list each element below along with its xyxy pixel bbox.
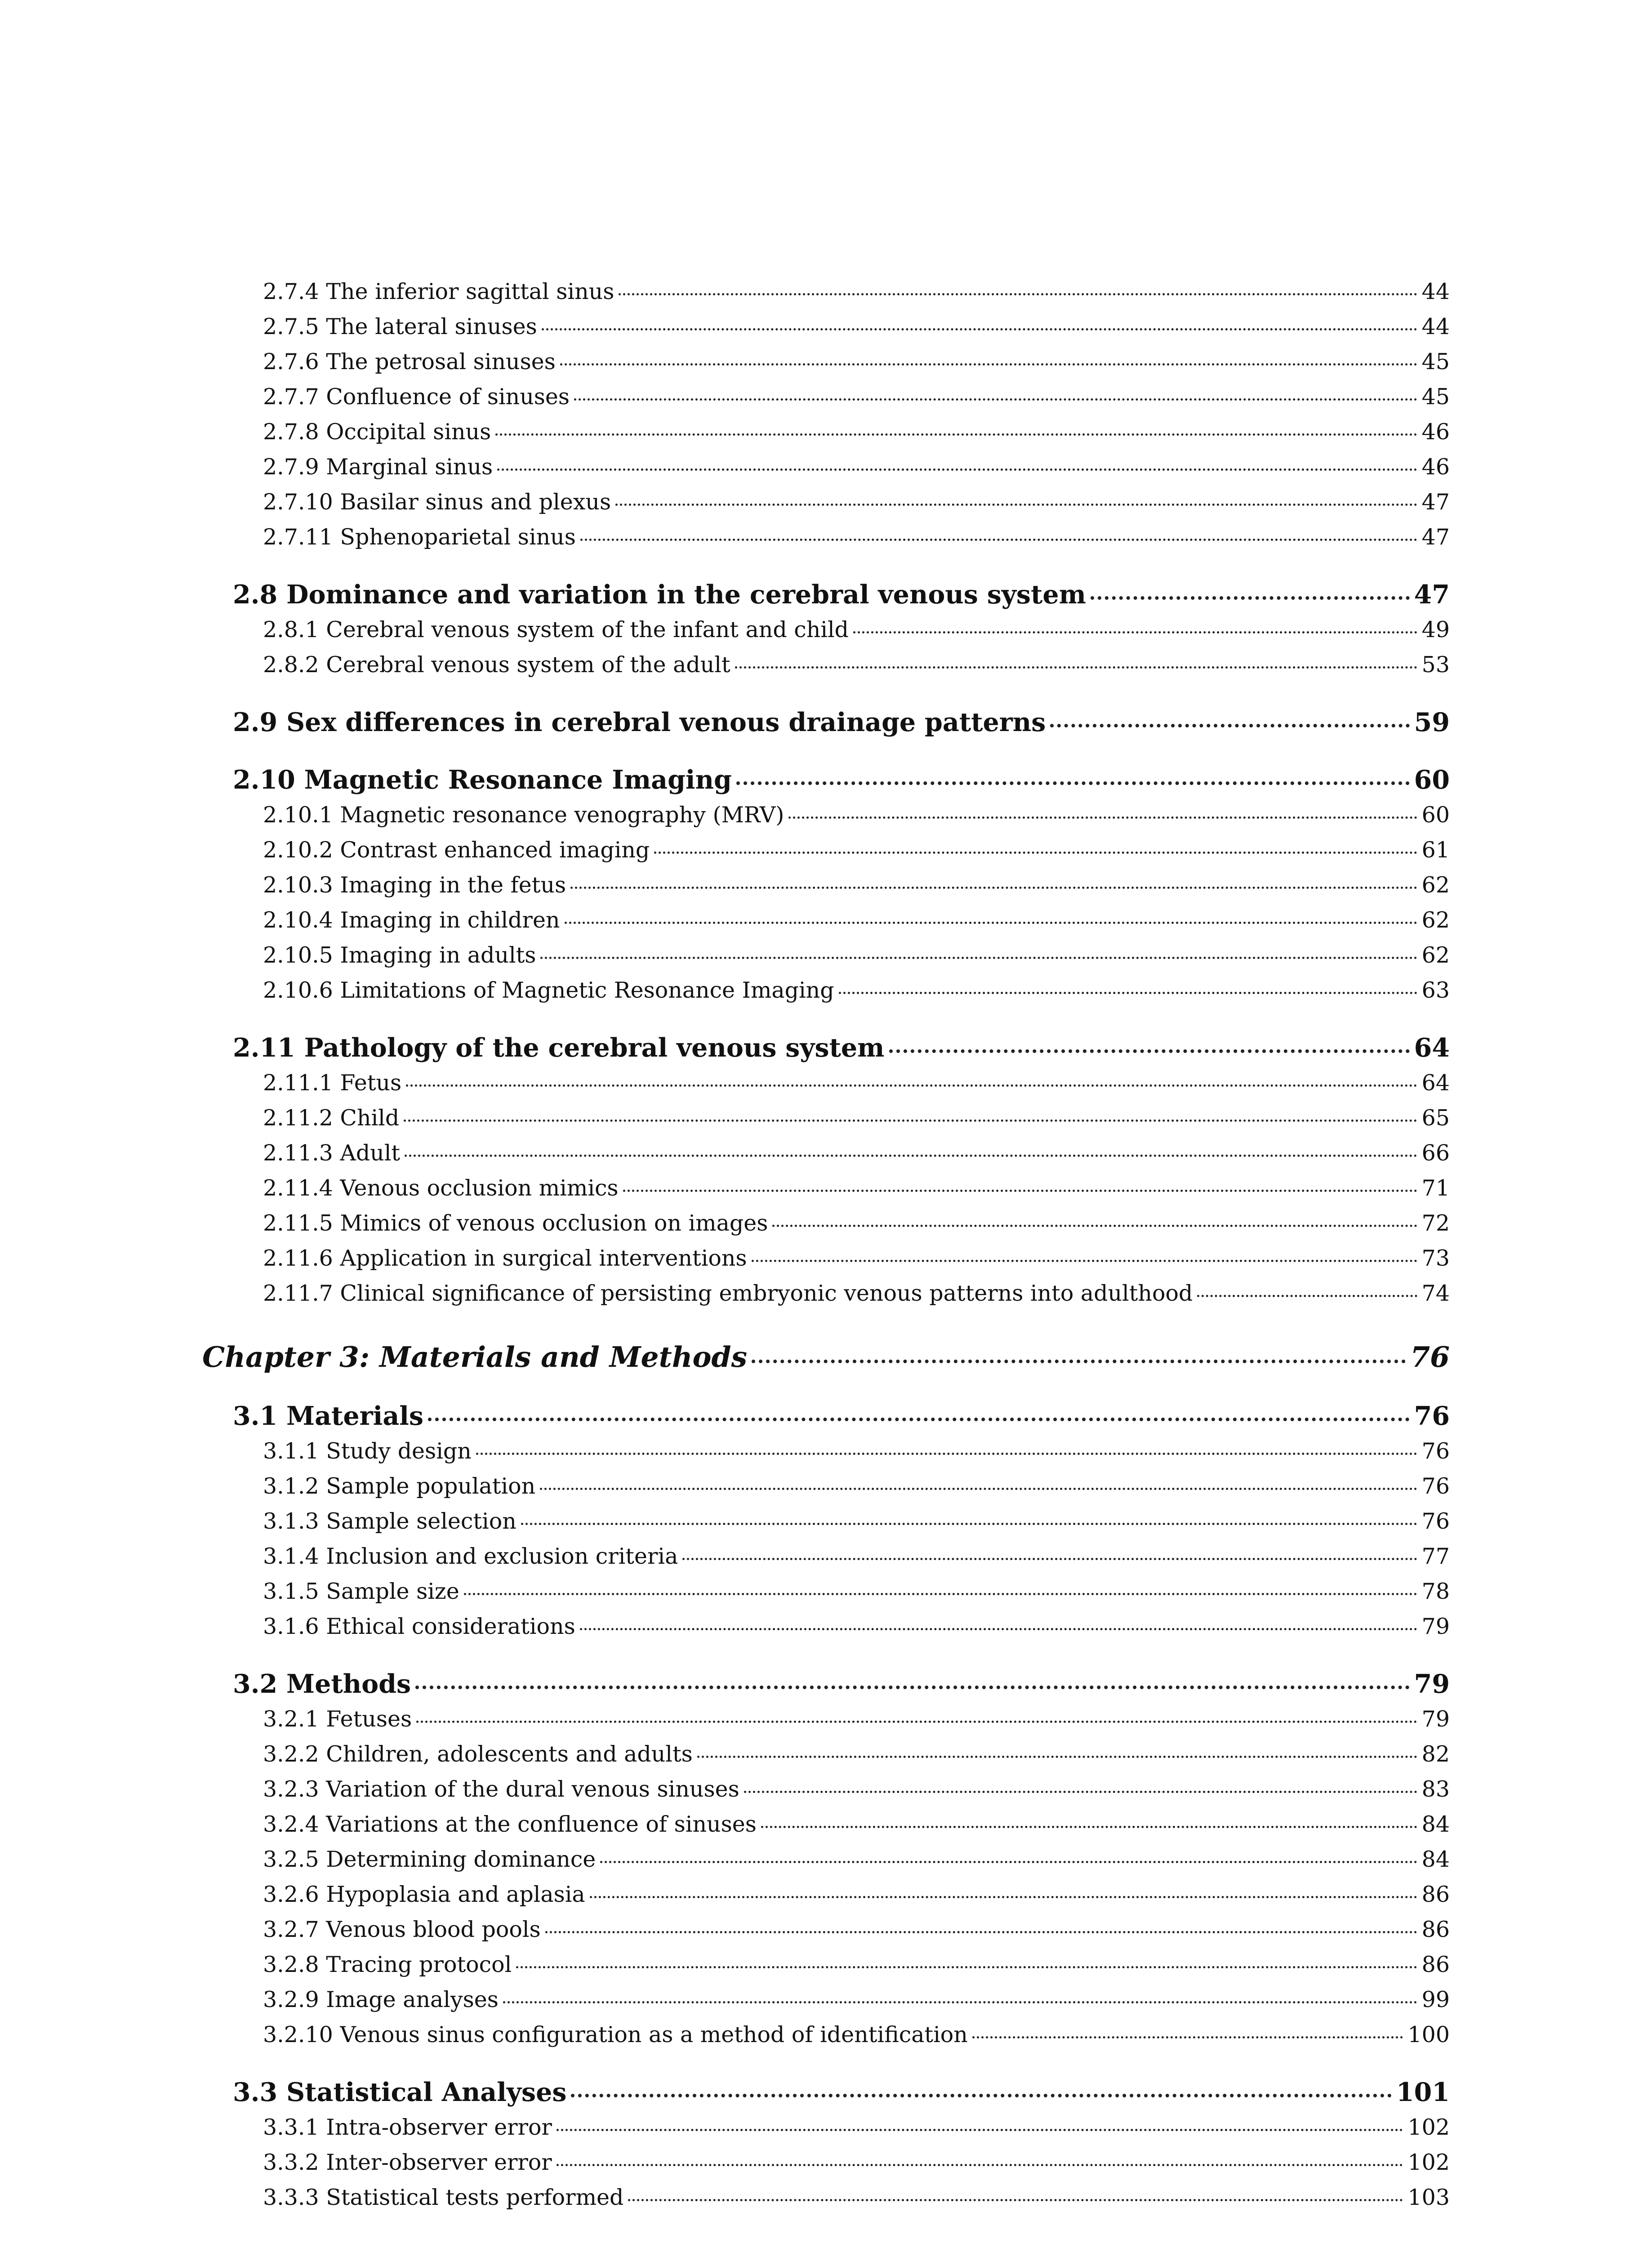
- dot-leader: [406, 1084, 1417, 1087]
- toc-page-number: 86: [1421, 1952, 1450, 1977]
- dot-leader: [615, 504, 1417, 506]
- toc-subsection-entry: [263, 1105, 1450, 1131]
- dot-leader: [1091, 596, 1410, 600]
- toc-section-entry: [233, 707, 1450, 737]
- toc-entry-title: 3.2.10 Venous sinus configuration as a method of identification: [263, 2022, 968, 2047]
- toc-subsection-entry: [263, 1706, 1450, 1732]
- toc-entry-title: 2.11.6 Application in surgical interventions: [263, 1245, 747, 1271]
- toc-page-number: 82: [1421, 1741, 1450, 1767]
- toc-entry-title: 2.11.4 Venous occlusion mimics: [263, 1175, 619, 1201]
- toc-page-number: 71: [1421, 1175, 1450, 1201]
- toc-subsection-entry: [263, 1245, 1450, 1271]
- dot-leader: [736, 781, 1410, 785]
- toc-page-number: 64: [1414, 1033, 1450, 1063]
- toc-subsection-entry: [263, 1882, 1450, 1907]
- toc-page-number: 84: [1421, 1811, 1450, 1837]
- toc-entry-title: 3.2.8 Tracing protocol: [263, 1952, 512, 1977]
- toc-entry-title: 3.2.9 Image analyses: [263, 1987, 499, 2012]
- toc-entry-title: 3.1.3 Sample selection: [263, 1508, 517, 1534]
- toc-entry-title: 2.11.1 Fetus: [263, 1070, 402, 1096]
- toc-page-number: 84: [1421, 1847, 1450, 1872]
- toc-page-number: 79: [1421, 1706, 1450, 1732]
- dot-leader: [889, 1049, 1410, 1053]
- toc-entry-title: 3.1.2 Sample population: [263, 1473, 536, 1499]
- toc-entry-title: 2.11.5 Mimics of venous occlusion on images: [263, 1210, 768, 1236]
- toc-subsection-entry: [263, 1776, 1450, 1802]
- toc-page-number: 47: [1414, 580, 1450, 610]
- toc-subsection-entry: [263, 1473, 1450, 1499]
- toc-subsection-entry: [263, 872, 1450, 898]
- toc-page-number: 62: [1421, 942, 1450, 968]
- dot-leader: [735, 666, 1417, 669]
- toc-page-number: 47: [1421, 524, 1450, 550]
- toc-subsection-entry: [263, 279, 1450, 304]
- toc-entry-title: 3.2.7 Venous blood pools: [263, 1917, 541, 1942]
- toc-page-number: 45: [1421, 349, 1450, 375]
- dot-leader: [503, 2001, 1417, 2003]
- toc-subsection-entry: [263, 1140, 1450, 1166]
- toc-subsection-entry: [263, 314, 1450, 339]
- toc-subsection-entry: [263, 1811, 1450, 1837]
- toc-page-number: 61: [1421, 837, 1450, 863]
- dot-leader: [623, 1190, 1417, 1192]
- toc-subsection-entry: [263, 1614, 1450, 1639]
- dot-leader: [557, 2129, 1403, 2131]
- toc-section-entry: [233, 1033, 1450, 1063]
- toc-entry-title: 2.7.10 Basilar sinus and plexus: [263, 489, 611, 515]
- toc-section-entry: [233, 1669, 1450, 1699]
- dot-leader: [416, 1721, 1417, 1723]
- toc-entry-title: 2.8.2 Cerebral venous system of the adult: [263, 652, 730, 678]
- dot-leader: [697, 1756, 1417, 1758]
- toc-page-number: 76: [1421, 1473, 1450, 1499]
- dot-leader: [853, 631, 1417, 633]
- toc-section-entry: [233, 580, 1450, 610]
- dot-leader: [540, 1488, 1417, 1490]
- toc-entry-title: 2.7.8 Occipital sinus: [263, 419, 491, 445]
- toc-subsection-entry: [263, 1847, 1450, 1872]
- dot-leader: [516, 1966, 1417, 1968]
- toc-page-number: 102: [1407, 2114, 1450, 2140]
- dot-leader: [580, 1628, 1417, 1630]
- toc-subsection-entry: [263, 384, 1450, 410]
- toc-subsection-entry: [263, 1741, 1450, 1767]
- toc-page-number: 77: [1421, 1543, 1450, 1569]
- toc-page-number: 76: [1414, 1401, 1450, 1431]
- toc-section-entry: [233, 765, 1450, 795]
- toc-subsection-entry: [263, 942, 1450, 968]
- dot-leader: [545, 1931, 1417, 1933]
- toc-entry-title: 2.7.11 Sphenoparietal sinus: [263, 524, 576, 550]
- toc-entry-title: 3.1.4 Inclusion and exclusion criteria: [263, 1543, 678, 1569]
- toc-page-number: 72: [1421, 1210, 1450, 1236]
- dot-leader: [557, 2164, 1403, 2166]
- toc-entry-title: 3.1.5 Sample size: [263, 1579, 459, 1604]
- toc-page-number: 60: [1414, 765, 1450, 795]
- toc-entry-title: 2.8.1 Cerebral venous system of the infant and child: [263, 617, 849, 642]
- toc-entry-title: 2.7.9 Marginal sinus: [263, 454, 493, 480]
- dot-leader: [497, 468, 1417, 471]
- toc-entry-title: 2.10.5 Imaging in adults: [263, 942, 536, 968]
- toc-page-number: 62: [1421, 907, 1450, 933]
- toc-entry-title: 3.2.5 Determining dominance: [263, 1847, 596, 1872]
- toc-page-number: 59: [1414, 707, 1450, 737]
- toc-entry-title: 3.2.4 Variations at the confluence of sinuses: [263, 1811, 757, 1837]
- dot-leader: [772, 1225, 1417, 1227]
- dot-leader: [628, 2199, 1403, 2201]
- dot-leader: [542, 328, 1417, 330]
- toc-page-number: 79: [1414, 1669, 1450, 1699]
- dot-leader: [476, 1453, 1417, 1455]
- dot-leader: [972, 2036, 1403, 2038]
- toc-subsection-entry: [263, 907, 1450, 933]
- toc-subsection-entry: [263, 489, 1450, 515]
- toc-page-number: 100: [1407, 2022, 1450, 2047]
- toc-entry-title: 2.7.7 Confluence of sinuses: [263, 384, 570, 410]
- toc-subsection-entry: [263, 1579, 1450, 1604]
- toc-page-number: 83: [1421, 1776, 1450, 1802]
- toc-entry-title: 2.10.2 Contrast enhanced imaging: [263, 837, 650, 863]
- toc-entry-title: 3.3 Statistical Analyses: [233, 2077, 567, 2107]
- toc-page-number: 73: [1421, 1245, 1450, 1271]
- toc-subsection-entry: [263, 1438, 1450, 1464]
- toc-page-number: 46: [1421, 419, 1450, 445]
- toc-page-number: 76: [1421, 1508, 1450, 1534]
- toc-page-number: 53: [1421, 652, 1450, 678]
- toc-entry-title: 2.11.7 Clinical significance of persisting embryonic venous patterns into adulthood: [263, 1280, 1193, 1306]
- toc-entry-title: Chapter 3: Materials and Methods: [202, 1340, 748, 1374]
- dot-leader: [565, 922, 1417, 924]
- dot-leader: [415, 1686, 1410, 1689]
- toc-subsection-entry: [263, 2114, 1450, 2140]
- toc-section-entry: [233, 1401, 1450, 1431]
- toc-subsection-entry: [263, 1543, 1450, 1569]
- toc-subsection-entry: [263, 1917, 1450, 1942]
- dot-leader: [761, 1826, 1417, 1828]
- dot-leader: [405, 1155, 1417, 1157]
- dot-leader: [521, 1523, 1417, 1525]
- toc-entry-title: 2.7.5 The lateral sinuses: [263, 314, 537, 339]
- toc-page-number: 78: [1421, 1579, 1450, 1604]
- dot-leader: [495, 433, 1417, 436]
- toc-entry-title: 3.2.1 Fetuses: [263, 1706, 412, 1732]
- toc-subsection-entry: [263, 1952, 1450, 1977]
- toc-entry-title: 2.7.4 The inferior sagittal sinus: [263, 279, 614, 304]
- toc-subsection-entry: [263, 524, 1450, 550]
- toc-page-number: 102: [1407, 2150, 1450, 2175]
- toc-entry-title: 3.3.2 Inter-observer error: [263, 2150, 552, 2175]
- toc-entry-title: 2.11.3 Adult: [263, 1140, 401, 1166]
- dot-leader: [574, 398, 1417, 401]
- toc-entry-title: 3.2 Methods: [233, 1669, 411, 1699]
- toc-entry-title: 3.1 Materials: [233, 1401, 423, 1431]
- toc-subsection-entry: [263, 1175, 1450, 1201]
- dot-leader: [590, 1896, 1417, 1898]
- toc-page-number: 101: [1396, 2077, 1450, 2107]
- dot-leader: [570, 887, 1417, 889]
- toc-entry-title: 2.9 Sex differences in cerebral venous drainage patterns: [233, 707, 1046, 737]
- toc-entry-title: 3.1.1 Study design: [263, 1438, 472, 1464]
- toc-subsection-entry: [263, 1987, 1450, 2012]
- toc-entry-title: 2.10.3 Imaging in the fetus: [263, 872, 566, 898]
- toc-page-number: 66: [1421, 1140, 1450, 1166]
- toc-page-number: 86: [1421, 1882, 1450, 1907]
- toc-page-number: 49: [1421, 617, 1450, 642]
- dot-leader: [744, 1791, 1417, 1793]
- toc-page-number: 65: [1421, 1105, 1450, 1131]
- toc-entry-title: 2.10.1 Magnetic resonance venography (MRV): [263, 802, 784, 828]
- dot-leader: [540, 957, 1417, 959]
- dot-leader: [1197, 1295, 1417, 1297]
- toc-subsection-entry: [263, 2150, 1450, 2175]
- dot-leader: [839, 992, 1417, 994]
- toc-subsection-entry: [263, 802, 1450, 828]
- dot-leader: [404, 1120, 1417, 1122]
- dot-leader: [619, 293, 1417, 295]
- toc-page-number: 47: [1421, 489, 1450, 515]
- dot-leader: [682, 1558, 1417, 1560]
- toc-subsection-entry: [263, 837, 1450, 863]
- toc-subsection-entry: [263, 2185, 1450, 2210]
- toc-entry-title: 2.8 Dominance and variation in the cerebral venous system: [233, 580, 1086, 610]
- toc-subsection-entry: [263, 1070, 1450, 1096]
- toc-chapter-entry: [202, 1340, 1450, 1374]
- toc-subsection-entry: [263, 652, 1450, 678]
- toc-page-number: 86: [1421, 1917, 1450, 1942]
- toc-entry-title: 3.3.1 Intra-observer error: [263, 2114, 552, 2140]
- toc-page-number: 64: [1421, 1070, 1450, 1096]
- toc-page-number: 46: [1421, 454, 1450, 480]
- toc-page-number: 44: [1421, 279, 1450, 304]
- dot-leader: [580, 539, 1417, 541]
- toc-page-number: 99: [1421, 1987, 1450, 2012]
- toc-page-number: 76: [1410, 1340, 1450, 1374]
- toc-entry-title: 3.1.6 Ethical considerations: [263, 1614, 575, 1639]
- toc-page-number: 63: [1421, 977, 1450, 1003]
- toc-subsection-entry: [263, 1210, 1450, 1236]
- toc-page-number: 79: [1421, 1614, 1450, 1639]
- dot-leader: [752, 1360, 1406, 1363]
- dot-leader: [571, 2094, 1392, 2097]
- toc-section-entry: [233, 2077, 1450, 2107]
- toc-subsection-entry: [263, 2022, 1450, 2047]
- toc-page-number: 76: [1421, 1438, 1450, 1464]
- toc-page-number: 44: [1421, 314, 1450, 339]
- dot-leader: [1050, 724, 1409, 727]
- dot-leader: [600, 1861, 1417, 1863]
- toc-page-number: 60: [1421, 802, 1450, 828]
- dot-leader: [464, 1593, 1417, 1595]
- toc-subsection-entry: [263, 454, 1450, 480]
- dot-leader: [788, 816, 1417, 819]
- toc-subsection-entry: [263, 617, 1450, 642]
- toc-entry-title: 2.7.6 The petrosal sinuses: [263, 349, 556, 375]
- toc-entry-title: 3.2.3 Variation of the dural venous sinuses: [263, 1776, 739, 1802]
- toc-entry-title: 2.10.4 Imaging in children: [263, 907, 560, 933]
- toc-entry-title: 2.10 Magnetic Resonance Imaging: [233, 765, 732, 795]
- toc-entry-title: 3.2.6 Hypoplasia and aplasia: [263, 1882, 585, 1907]
- toc-entry-title: 2.10.6 Limitations of Magnetic Resonance Imaging: [263, 977, 834, 1003]
- toc-subsection-entry: [263, 1280, 1450, 1306]
- dot-leader: [752, 1260, 1417, 1262]
- dot-leader: [428, 1418, 1410, 1421]
- toc-entry-title: 2.11.2 Child: [263, 1105, 400, 1131]
- dot-leader: [654, 852, 1417, 854]
- toc-entry-title: 2.11 Pathology of the cerebral venous system: [233, 1033, 885, 1063]
- toc-page-number: 62: [1421, 872, 1450, 898]
- dot-leader: [560, 363, 1417, 366]
- toc-subsection-entry: [263, 419, 1450, 445]
- toc-entry-title: 3.2.2 Children, adolescents and adults: [263, 1741, 693, 1767]
- toc-page-number: 103: [1407, 2185, 1450, 2210]
- toc-subsection-entry: [263, 1508, 1450, 1534]
- toc-entry-title: 3.3.3 Statistical tests performed: [263, 2185, 624, 2210]
- toc-page-number: 74: [1421, 1280, 1450, 1306]
- toc-subsection-entry: [263, 349, 1450, 375]
- toc-subsection-entry: [263, 977, 1450, 1003]
- toc-page-number: 45: [1421, 384, 1450, 410]
